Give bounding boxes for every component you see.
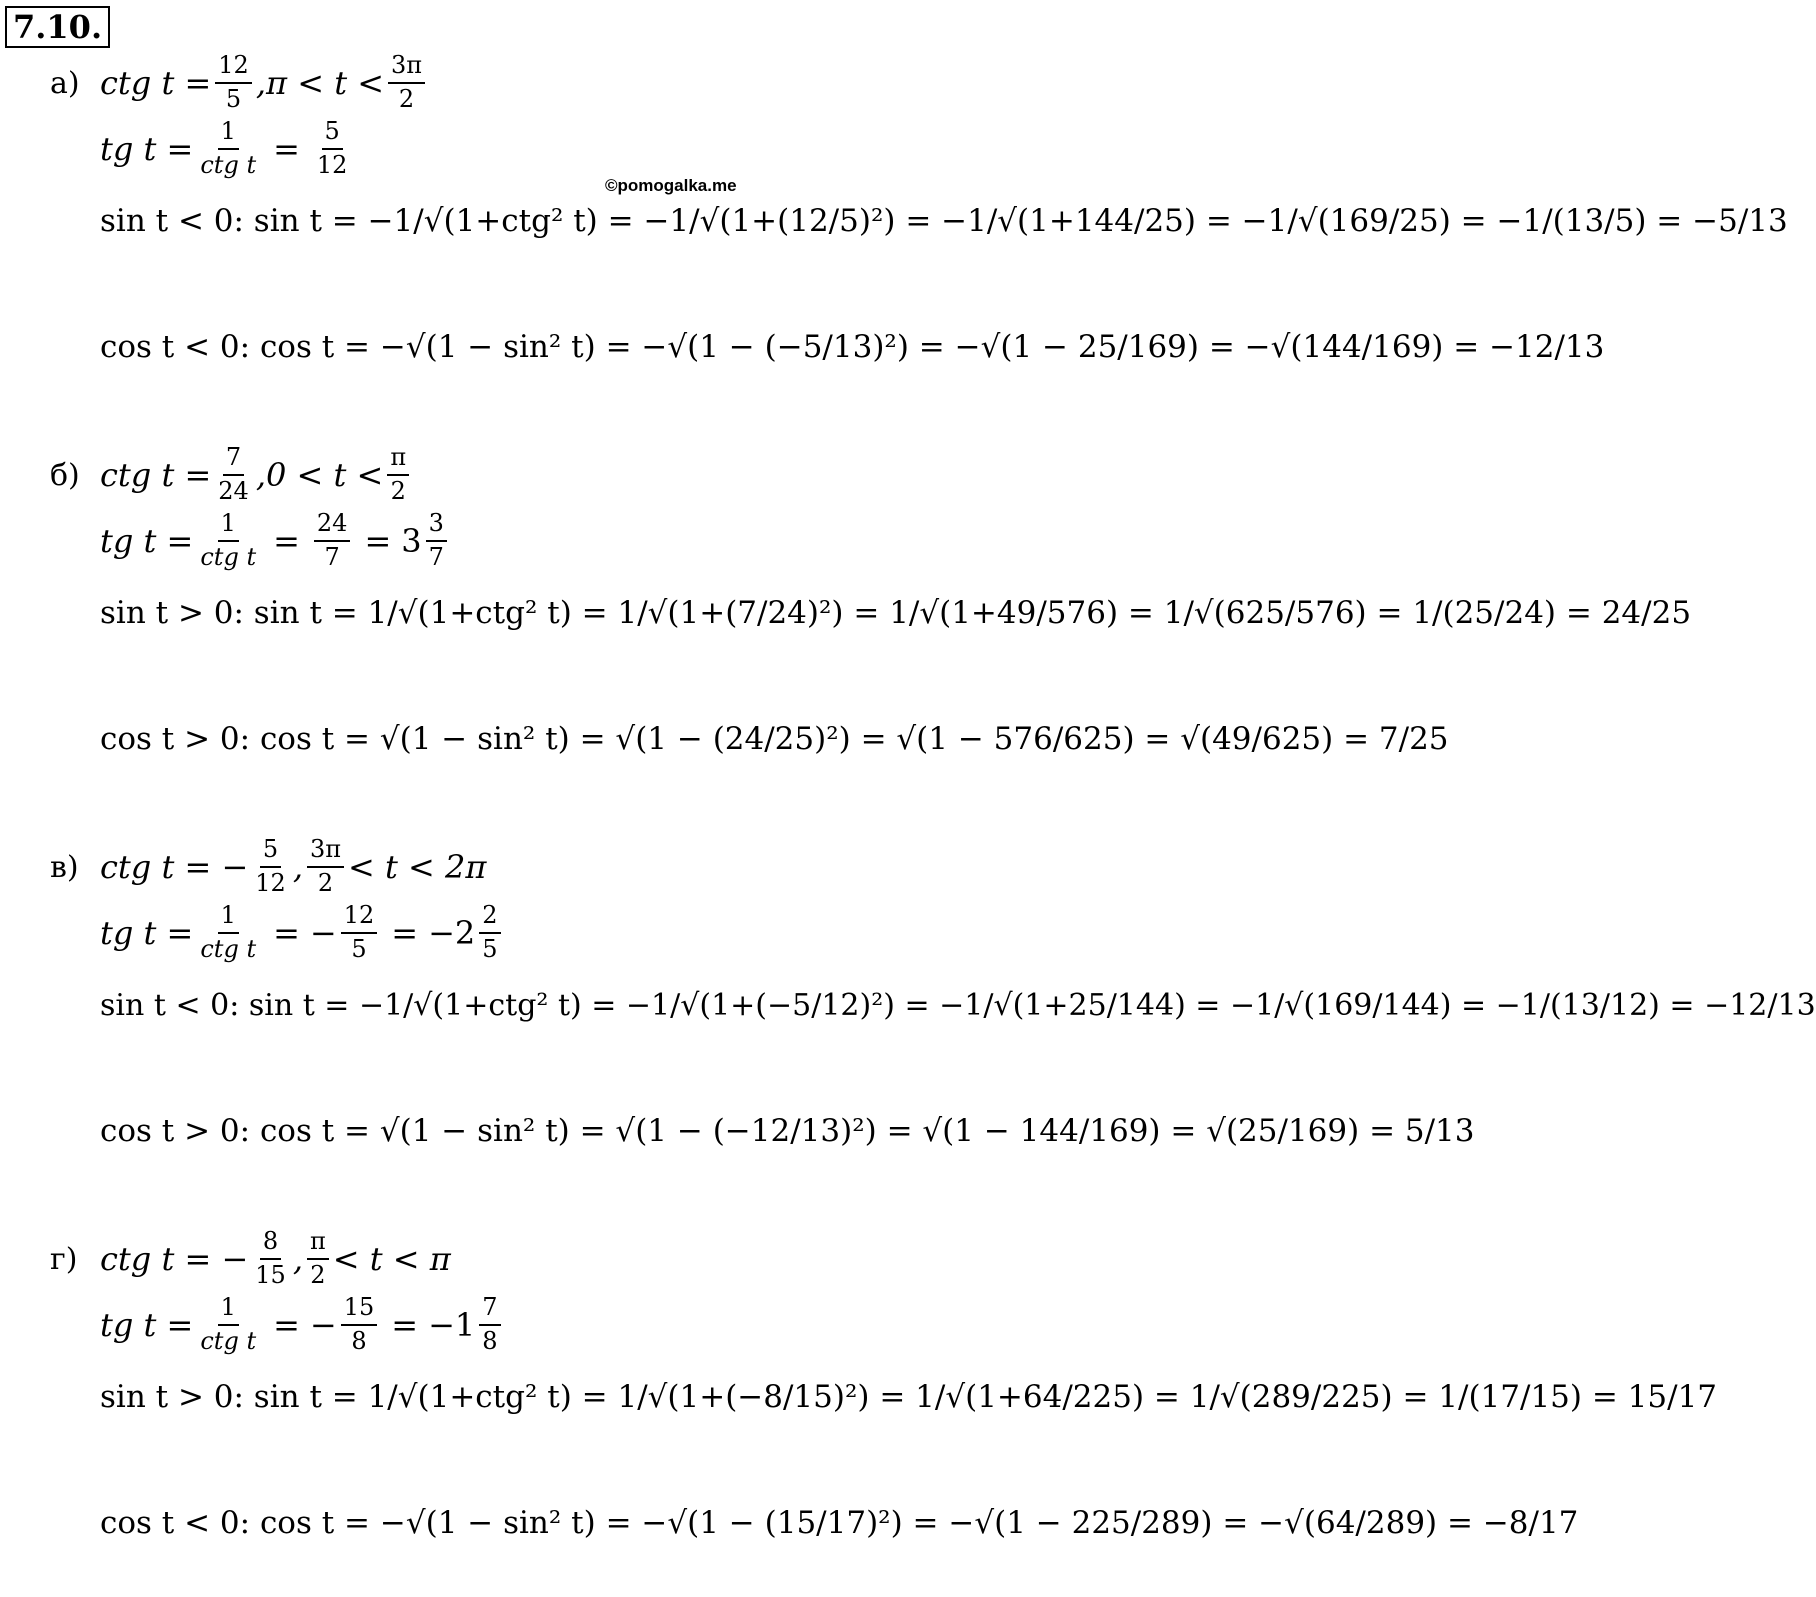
tg-mixed-whole: −1 [428,1306,476,1344]
part-label: а) [50,66,80,101]
tg-mixed-whole: 3 [401,522,422,560]
given-fraction: $\frac{8}{15}$ [255,1227,286,1289]
tg-lhs: tg t = [100,1306,194,1344]
given-fraction: $\frac{12}{5}$ [215,52,252,113]
given-lhs: ctg t = [100,456,212,494]
sin-line: sin t > 0: sin t = 1/√(1+ctg² t) = 1/√(1+(7/24)²) = 1/√(1+49/576) = 1/√(625/576) = 1/(25/24) = 24/25 [100,595,1692,631]
tg-fraction-2: $\frac{15}{8}$ [341,1294,378,1355]
problem-number: 7.10. [5,6,110,48]
tg-mixed-fraction: $\frac{3}{7}$ [426,510,447,571]
tg-mixed-fraction: $\frac{7}{8}$ [479,1294,500,1355]
tg-fraction-1: $\frac{1}{\text{ctg t}}$ [200,901,257,963]
cos-line: cos t < 0: cos t = −√(1 − sin² t) = −√(1 − (15/17)²) = −√(1 − 225/289) = −√(64/289) = −8/17 [100,1505,1579,1541]
tg-lhs: tg t = [100,522,194,560]
tg-fraction-1: $\frac{1}{\text{ctg t}}$ [200,117,257,179]
given-condition: ,π < t < [255,64,385,102]
tg-lhs: tg t = [100,130,194,168]
tg-fraction-2: $\frac{5}{12}$ [316,117,348,179]
given-tail: < t < 2π [348,848,487,886]
tg-negative-sign: − [309,1306,337,1344]
tg-line: tg t = $\frac{1}{\text{ctg t}}$ = − $\frac{12}{5}$ = −2 $\frac{2}{5}$ [100,888,505,978]
given-condition: , [292,1240,303,1278]
given-condition: , [292,848,303,886]
part-label: г) [50,1242,78,1277]
sin-line: sin t < 0: sin t = −1/√(1+ctg² t) = −1/√(1+(−5/12)²) = −1/√(1+25/144) = −1/√(169/144) = −1/(13/12) = −12/13 [100,987,1816,1023]
tg-fraction-2: $\frac{24}{7}$ [314,510,351,571]
given-fraction: $\frac{7}{24}$ [218,443,249,505]
bound-fraction: $\frac{\pi}{2}$ [307,1228,329,1289]
tg-line: tg t = $\frac{1}{\text{ctg t}}$ = − $\frac{15}{8}$ = −1 $\frac{7}{8}$ [100,1280,505,1370]
tg-mixed-fraction: $\frac{2}{5}$ [479,902,500,963]
sin-line: sin t < 0: sin t = −1/√(1+ctg² t) = −1/√(1+(12/5)²) = −1/√(1+144/25) = −1/√(169/25) = −1/(13/5) = −5/13 [100,203,1788,239]
bound-fraction: $\frac{3\pi}{2}$ [307,836,344,897]
given-condition: ,0 < t < [255,456,384,494]
tg-fraction-1: $\frac{1}{\text{ctg t}}$ [200,1293,257,1355]
tg-lhs: tg t = [100,914,194,952]
part-label: б) [50,458,80,493]
given-fraction: $\frac{5}{12}$ [255,835,286,897]
sin-line: sin t > 0: sin t = 1/√(1+ctg² t) = 1/√(1+(−8/15)²) = 1/√(1+64/225) = 1/√(289/225) = 1/(17/15) = 15/17 [100,1379,1718,1415]
watermark: ©pomogalka.me [605,176,737,195]
given-lhs: ctg t = [100,64,212,102]
cos-line: cos t < 0: cos t = −√(1 − sin² t) = −√(1 − (−5/13)²) = −√(1 − 25/169) = −√(144/169) = −12/13 [100,329,1605,365]
cos-line: cos t > 0: cos t = √(1 − sin² t) = √(1 − (24/25)²) = √(1 − 576/625) = √(49/625) = 7/25 [100,721,1449,757]
tg-fraction-1: $\frac{1}{\text{ctg t}}$ [200,509,257,571]
tg-line: tg t = $\frac{1}{\text{ctg t}}$ = $\frac{24}{7}$ = 3 $\frac{3}{7}$ [100,496,451,586]
part-label: в) [50,850,79,885]
bound-fraction: $\frac{\pi}{2}$ [387,444,409,505]
tg-line: tg t = $\frac{1}{\text{ctg t}}$ = $\frac{5}{12}$ [100,104,354,194]
bound-fraction: $\frac{3\pi}{2}$ [388,52,425,113]
given-tail: < t < π [332,1240,451,1278]
tg-negative-sign: − [309,914,337,952]
given-lhs: ctg t = − [100,848,249,886]
given-lhs: ctg t = − [100,1240,249,1278]
tg-mixed-whole: −2 [428,914,476,952]
tg-fraction-2: $\frac{12}{5}$ [341,902,378,963]
cos-line: cos t > 0: cos t = √(1 − sin² t) = √(1 − (−12/13)²) = √(1 − 144/169) = √(25/169) = 5/13 [100,1113,1475,1149]
